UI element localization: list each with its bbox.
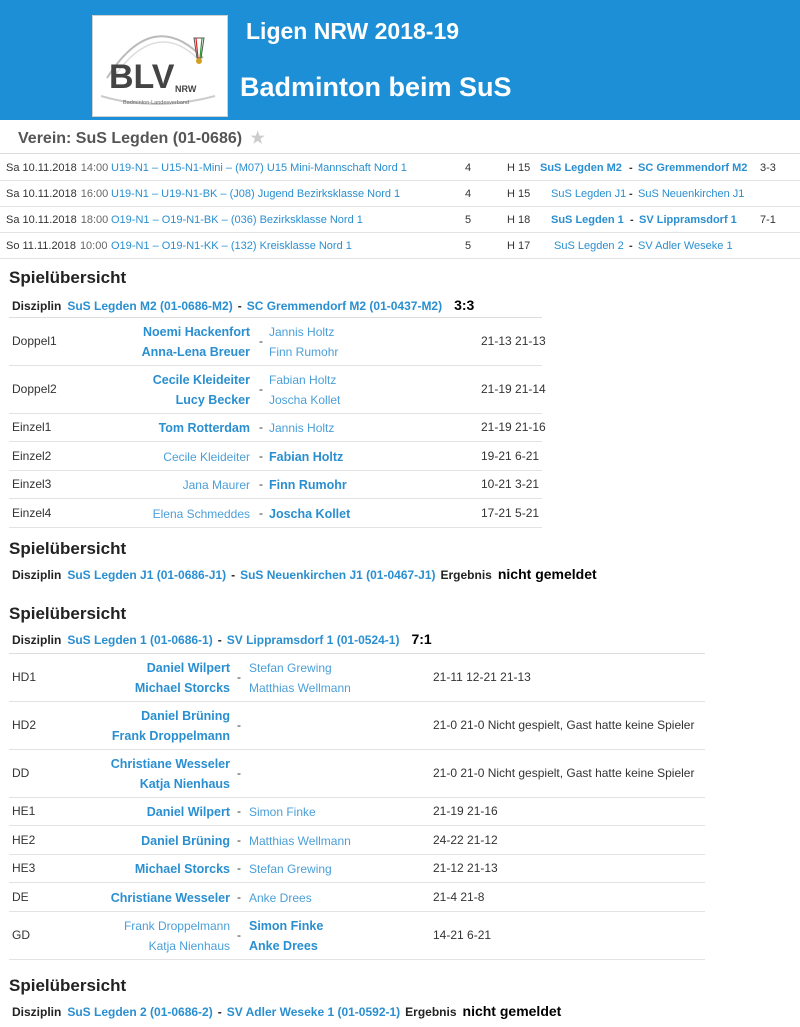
section-title: Spielübersicht [9, 976, 127, 995]
player-separator: - [259, 448, 263, 463]
match-result: 3-3 [760, 162, 776, 174]
discipline-name: Einzel3 [12, 477, 52, 491]
match-date-text: So 11.11.2018 [6, 240, 76, 252]
guest-players [249, 802, 316, 822]
badminton-logo-icon [93, 16, 227, 116]
match-date [6, 162, 108, 174]
match-date [6, 214, 108, 226]
guest-players [269, 370, 340, 410]
guest-players [269, 475, 347, 495]
guest-players [269, 418, 334, 438]
discipline-name: HD2 [12, 718, 37, 732]
guest-team-link[interactable]: SV Lippramsdorf 1 (01-0524-1) [226, 633, 400, 647]
ergebnis-label: Ergebnis [405, 1005, 457, 1019]
game-score: 14-21 6-21 [433, 928, 492, 942]
player-link[interactable]: Anke Drees [249, 939, 318, 953]
match-number: 4 [465, 188, 472, 200]
match-date [6, 240, 107, 252]
match-hall: H 15 [507, 188, 531, 200]
disziplin-label: Disziplin [12, 1005, 62, 1019]
discipline-row [9, 702, 705, 750]
player-link[interactable]: Daniel Wilpert [146, 805, 230, 819]
game-score: 21-19 21-16 [481, 420, 546, 434]
match-date-text: Sa 10.11.2018 [6, 214, 77, 226]
player-link[interactable]: Stefan Grewing [249, 862, 332, 876]
player-link[interactable]: Jannis Holtz [269, 421, 335, 435]
player-link[interactable]: Lucy Becker [175, 393, 250, 407]
logo-caption: Badminton-Landesverband [123, 100, 190, 106]
game-score: 21-11 12-21 21-13 [433, 670, 531, 684]
discipline-row [9, 442, 542, 471]
discipline-name: DD [12, 766, 30, 780]
discipline-name: GD [12, 928, 30, 942]
player-link[interactable]: Stefan Grewing [249, 661, 332, 675]
team-separator: - [231, 568, 236, 582]
home-team-link[interactable]: SuS Legden J1 [551, 188, 627, 200]
discipline-row [9, 855, 705, 883]
player-link[interactable]: Anke Drees [249, 890, 312, 905]
home-players [153, 370, 250, 410]
home-players [112, 706, 230, 746]
player-separator: - [237, 670, 241, 684]
not-reported-status: nicht gemeldet [497, 566, 597, 582]
discipline-name: Doppel1 [12, 334, 57, 348]
player-link[interactable]: Matthias Wellmann [249, 833, 351, 848]
discipline-row [9, 414, 546, 442]
game-score: 21-19 21-14 [481, 382, 546, 396]
match-league-link[interactable]: U19-N1 – U15-N1-Mini – (M07) U15 Mini-Mannschaft Nord 1 [111, 162, 407, 174]
team-separator: - [217, 1005, 222, 1019]
discipline-row [9, 654, 705, 702]
player-link[interactable]: Daniel Wilpert [146, 661, 230, 675]
game-score: 21-0 21-0 Nicht gespielt, Gast hatte keine Spieler [433, 766, 695, 780]
discipline-header [12, 631, 432, 647]
player-link[interactable]: Katja Nienhaus [139, 777, 230, 791]
discipline-header [12, 297, 474, 313]
match-hall: H 18 [507, 214, 531, 226]
player-link[interactable]: Katja Nienhaus [148, 939, 230, 953]
home-team-link[interactable]: SuS Legden J1 (01-0686-J1) [67, 568, 227, 582]
match-league-link[interactable]: O19-N1 – O19-N1-BK – (036) Bezirksklasse Nord 1 [111, 214, 363, 226]
player-separator: - [259, 505, 263, 520]
game-score: 21-4 21-8 [433, 889, 485, 904]
game-score: 17-21 5-21 [481, 505, 540, 520]
match-result: 7-1 [760, 214, 776, 226]
divider [0, 153, 800, 154]
team-separator: - [217, 633, 222, 647]
team-separator: - [629, 188, 633, 200]
match-time: 10:00 [79, 240, 108, 252]
discipline-header [12, 1003, 561, 1019]
overall-score: 3:3 [454, 297, 475, 313]
logo-sub: NRW [175, 84, 197, 94]
guest-players [249, 658, 351, 698]
header-banner [0, 0, 800, 120]
discipline-row [9, 499, 542, 528]
home-team-link[interactable]: SuS Legden M2 (01-0686-M2) [67, 299, 233, 313]
player-link[interactable]: Frank Droppelmann [111, 729, 230, 743]
player-link[interactable]: Frank Droppelmann [123, 919, 230, 933]
disziplin-label: Disziplin [12, 299, 62, 313]
game-score: 21-13 21-13 [481, 334, 546, 348]
home-players [142, 322, 250, 362]
guest-team-link[interactable]: SuS Neuenkirchen J1 [638, 188, 745, 200]
home-players [147, 802, 230, 822]
player-link[interactable]: Cecile Kleideiter [152, 373, 250, 387]
discipline-name: HE3 [12, 861, 36, 875]
player-link[interactable]: Daniel Brüning [141, 709, 230, 723]
not-reported-status: nicht gemeldet [462, 1003, 562, 1019]
ergebnis-label: Ergebnis [440, 568, 492, 582]
team-separator: - [237, 299, 242, 313]
game-score: 21-19 21-16 [433, 804, 498, 818]
disziplin-label: Disziplin [12, 633, 62, 647]
match-number: 5 [465, 214, 472, 226]
player-link[interactable]: Michael Storcks [134, 681, 230, 695]
match-date-text: Sa 10.11.2018 [6, 162, 77, 174]
team-separator: - [630, 214, 634, 226]
guest-team-link[interactable]: SuS Neuenkirchen J1 (01-0467-J1) [240, 568, 436, 582]
player-separator: - [259, 334, 263, 348]
player-link[interactable]: Simon Finke [249, 919, 324, 933]
player-link[interactable]: Cecile Kleideiter [163, 449, 250, 464]
player-link[interactable]: Jana Maurer [182, 478, 250, 492]
match-league-link[interactable]: O19-N1 – O19-N1-KK – (132) Kreisklasse Nord 1 [111, 240, 352, 252]
player-link[interactable]: Joscha Kollet [269, 393, 341, 407]
overall-score: 7:1 [411, 631, 432, 647]
player-separator: - [237, 718, 241, 732]
discipline-name: Einzel2 [12, 448, 52, 463]
player-separator: - [237, 928, 241, 942]
guest-players [249, 859, 332, 879]
player-link[interactable]: Noemi Hackenfort [143, 325, 250, 339]
guest-team-link[interactable]: SV Lippramsdorf 1 [639, 214, 737, 226]
discipline-name: Doppel2 [12, 382, 57, 396]
match-row[interactable] [0, 181, 800, 207]
guest-players [269, 447, 343, 467]
guest-players [269, 322, 338, 362]
match-time: 18:00 [80, 214, 109, 226]
club-label: Verein: SuS Legden (01-0686) [18, 130, 243, 147]
home-players [135, 658, 230, 698]
player-separator: - [237, 832, 241, 847]
guest-team-link[interactable]: SC Gremmendorf M2 [638, 162, 748, 174]
home-team-link[interactable]: SuS Legden M2 [540, 162, 622, 174]
match-league-link[interactable]: U19-N1 – U19-N1-BK – (J08) Jugend Bezirksklasse Nord 1 [111, 188, 401, 200]
game-score: 24-22 21-12 [433, 832, 498, 847]
player-link[interactable]: Finn Rumohr [269, 478, 347, 492]
discipline-header [12, 566, 597, 582]
section-title: Spielübersicht [9, 604, 127, 623]
discipline-row [9, 318, 546, 366]
player-separator: - [259, 382, 263, 396]
home-players [183, 475, 250, 495]
discipline-row [9, 471, 542, 499]
guest-players [269, 504, 350, 524]
home-team-link[interactable]: SuS Legden 2 (01-0686-2) [67, 1005, 213, 1019]
discipline-row [9, 883, 705, 912]
match-number: 5 [465, 240, 472, 252]
guest-team-link[interactable]: SV Adler Weseke 1 [638, 240, 733, 252]
guest-team-link[interactable]: SC Gremmendorf M2 (01-0437-M2) [246, 299, 443, 313]
player-link[interactable]: Christiane Wesseler [110, 757, 230, 771]
logo-text: BLV [109, 58, 175, 96]
section-title: Spielübersicht [9, 268, 127, 287]
match-row[interactable] [0, 155, 800, 181]
match-hall: H 15 [507, 162, 531, 174]
player-separator: - [259, 477, 263, 491]
home-players [153, 504, 250, 524]
discipline-row [9, 912, 705, 960]
discipline-row [9, 366, 546, 414]
discipline-row [9, 798, 705, 826]
match-date-text: Sa 10.11.2018 [6, 188, 77, 200]
player-link[interactable]: Tom Rotterdam [158, 421, 250, 435]
player-link[interactable]: Anna-Lena Breuer [141, 345, 250, 359]
discipline-name: HE1 [12, 804, 36, 818]
match-number: 4 [465, 162, 472, 174]
game-score: 10-21 3-21 [481, 477, 540, 491]
player-link[interactable]: Daniel Brüning [141, 833, 230, 848]
guest-team-link[interactable]: SV Adler Weseke 1 (01-0592-1) [226, 1005, 401, 1019]
disziplin-label: Disziplin [12, 568, 62, 582]
player-link[interactable]: Christiane Wesseler [110, 890, 230, 905]
favorite-star-icon[interactable]: ★ [250, 130, 265, 147]
blv-logo[interactable] [92, 15, 228, 117]
discipline-name: HE2 [12, 832, 36, 847]
game-score: 19-21 6-21 [481, 448, 540, 463]
home-team-link[interactable]: SuS Legden 1 (01-0686-1) [67, 633, 213, 647]
guest-players [249, 916, 323, 956]
discipline-name: HD1 [12, 670, 37, 684]
home-players [111, 754, 230, 794]
player-separator: - [259, 420, 263, 434]
home-players [159, 418, 250, 438]
page-title: Ligen NRW 2018-19 [246, 18, 460, 44]
player-link[interactable]: Fabian Holtz [269, 373, 337, 387]
team-separator: - [629, 162, 633, 174]
match-date [6, 188, 108, 200]
player-link[interactable]: Finn Rumohr [269, 345, 339, 359]
home-players [124, 916, 230, 956]
shuttlecock-icon [194, 38, 204, 64]
player-link[interactable]: Fabian Holtz [269, 449, 344, 464]
home-players [135, 859, 230, 879]
home-team-link[interactable]: SuS Legden 2 [554, 240, 624, 252]
match-row[interactable] [0, 207, 800, 233]
discipline-name: Einzel4 [12, 505, 52, 520]
player-link[interactable]: Simon Finke [249, 805, 316, 819]
discipline-row [9, 826, 705, 855]
match-row[interactable] [0, 233, 800, 259]
page-subtitle: Badminton beim SuS [240, 72, 512, 102]
match-time: 16:00 [80, 188, 109, 200]
player-link[interactable]: Joscha Kollet [269, 506, 351, 521]
guest-players [249, 831, 351, 851]
player-separator: - [237, 804, 241, 818]
discipline-row [9, 750, 705, 798]
player-link[interactable]: Jannis Holtz [269, 325, 335, 339]
team-separator: - [629, 240, 633, 252]
match-time: 14:00 [80, 162, 109, 174]
home-players [111, 888, 230, 908]
discipline-name: DE [12, 889, 29, 904]
home-players [163, 447, 250, 467]
player-link[interactable]: Matthias Wellmann [249, 681, 351, 695]
player-link[interactable]: Michael Storcks [134, 862, 230, 876]
section-title: Spielübersicht [9, 539, 127, 558]
player-link[interactable]: Elena Schmeddes [152, 506, 250, 521]
player-separator: - [237, 889, 241, 904]
discipline-name: Einzel1 [12, 420, 52, 434]
game-score: 21-12 21-13 [433, 861, 498, 875]
home-team-link[interactable]: SuS Legden 1 [551, 214, 624, 226]
player-separator: - [237, 861, 241, 875]
player-separator: - [237, 766, 241, 780]
match-hall: H 17 [507, 240, 531, 252]
home-players [141, 831, 230, 851]
club-heading [18, 128, 265, 148]
game-score: 21-0 21-0 Nicht gespielt, Gast hatte keine Spieler [433, 718, 695, 732]
guest-players [249, 888, 312, 908]
